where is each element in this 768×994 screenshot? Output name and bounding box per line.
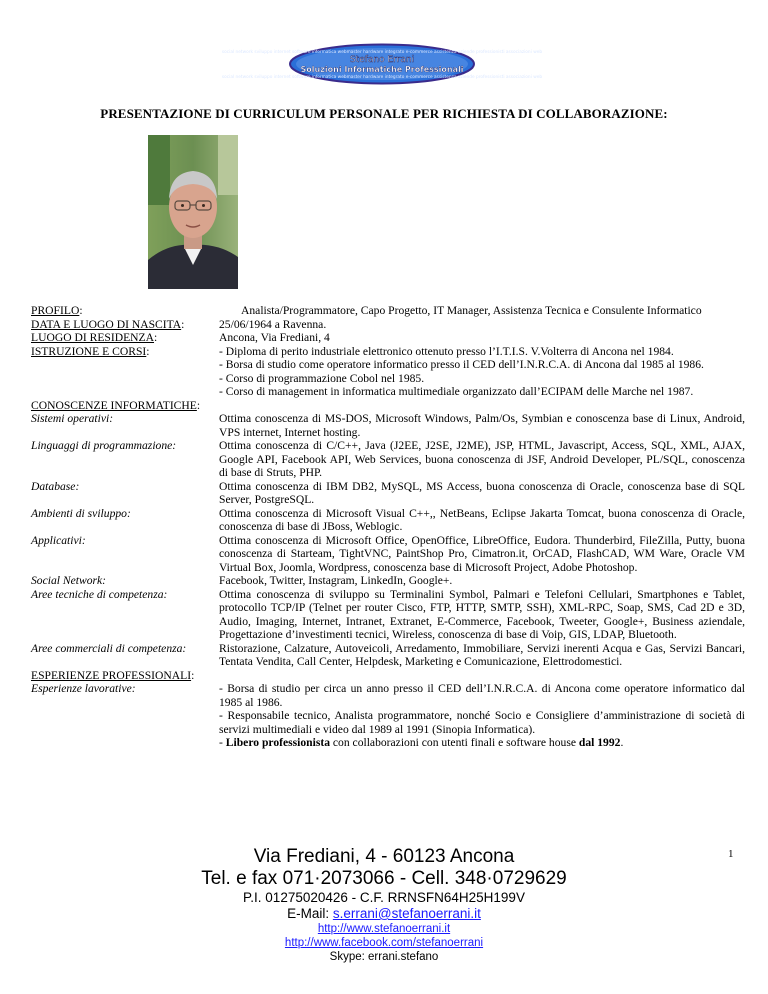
residence-row: LUOGO DI RESIDENZA: Ancona, Via Frediani, 4 xyxy=(31,331,745,345)
os-row: Sistemi operativi: Ottima conoscenza di MS-DOS, Microsoft Windows, Palm/Os, Symbian e conoscenza base di Linux, Android, VPS internet, Internet hosting. xyxy=(31,412,745,439)
database-label: Database: xyxy=(31,479,80,493)
footer-email-line: E-Mail: s.errani@stefanoerrani.it xyxy=(287,906,481,921)
footer-address: Via Frediani, 4 - 60123 Ancona xyxy=(253,846,515,867)
skills-heading: CONOSCENZE INFORMATICHE: xyxy=(31,398,201,412)
languages-label: Linguaggi di programmazione xyxy=(31,439,173,452)
education-item: - Borsa di studio come operatore informatico presso il CED dell’I.N.R.C.A. di Ancona dal 1985 al 1986. xyxy=(219,358,704,371)
profile-row: PROFILO: Analista/Programmatore, Capo Progetto, IT Manager, Assistenza Tecnica e Consulente Informatico xyxy=(31,304,745,318)
logo-background-words: social network sviluppo internet software informatica webmaster hardware integrato e-commerce assistenza aziende professionisti associazioni web xyxy=(221,50,543,55)
applications-label: Applicativi xyxy=(31,533,82,547)
technical-areas-row: Aree tecniche di competenza: Ottima conoscenza di sviluppo su Terminalini Symbol, Palmari e Telefoni Cellulari, Smartphones e Tablet, protocollo TCP/IP (Telnet per router Cisco, FTP, HTTP, SMTP, SSH), XML-RPC, Soap, SMS, Cad 2D e 3D, Audio, Imaging, Internet, Intranet, Extranet, E-Commerce, Facebook, Tweeter, Google+, Business aziendale, Progettazione d’investimenti tecnici, Wireless, conoscenza di base di Voip, GIS, LDAP, Bluetooth. xyxy=(31,587,745,641)
footer-phone: Tel. e fax 071·2073066 - Cell. 348·0729629 xyxy=(201,868,567,889)
website-link[interactable]: http://www.stefanoerrani.it xyxy=(317,923,451,935)
work-experience-label: Esperienze lavorative xyxy=(31,682,132,695)
email-link[interactable]: s.errani@stefanoerrani.it xyxy=(332,906,481,921)
profile-label: PROFILO xyxy=(31,304,80,317)
commercial-areas-label: Aree commerciali di competenza xyxy=(31,641,183,655)
os-label: Sistemi operativi xyxy=(31,412,110,425)
applications-value: Ottima conoscenza di Microsoft Office, OpenOffice, LibreOffice, Eudora. Thunderbird, FileZilla, Putty, buona conoscenza di Starteam, TightVNC, PaintShop Pro, Cimatron.it, OrCAD, FlashCAD, WM Ware, Oracle VM Virtual Box, Joomla, Wordpress, conoscenza base di Microsoft Project, Adobe Photoshop. xyxy=(219,533,745,574)
birth-label: DATA E LUOGO DI NASCITA xyxy=(31,317,182,331)
page-number: 1 xyxy=(728,848,734,860)
technical-areas-value: Ottima conoscenza di sviluppo su Terminalini Symbol, Palmari e Telefoni Cellulari, Smartphones e Tablet, protocollo TCP/IP (Telnet per router Cisco, FTP, HTTP, SMTP, SSH), XML-RPC, Soap, SMS, Cad 2D e 3D, Audio, Imaging, Internet, Intranet, Extranet, E-Commerce, Facebook, Tweeter, Google+, Business aziendale, Progettazione d’investimenti tecnici, Wireless, conoscenza di base di Voip, GIS, LDAP, Bluetooth. xyxy=(219,587,745,641)
social-label: Social Network xyxy=(31,574,103,587)
languages-row: Linguaggi di programmazione: Ottima conoscenza di C/C++, Java (J2EE, J2SE, J2ME), JSP, HTML, Javascript, Access, SQL, XML, AJAX, Google API, Facebook API, Web Services, buona conoscenza di JSF, Android Developer, PL/SQL, conoscenza di base di Struts, PHP. xyxy=(31,439,745,479)
database-value: Ottima conoscenza di IBM DB2, MySQL, MS Access, buona conoscenza di Oracle, conoscenza base di SQL Server, PostgreSQL. xyxy=(219,479,745,506)
logo-name: Stefano Errani xyxy=(349,55,415,65)
footer-skype: Skype: errani.stefano xyxy=(329,951,439,963)
experience-item: - Responsabile tecnico, Analista programmatore, nonché Socio e Consigliere d’amministrazione di società di servizi multimediali e video dal 1989 al 1991 (Sinopia Informatica). xyxy=(219,709,745,736)
languages-value: Ottima conoscenza di C/C++, Java (J2EE, J2SE, J2ME), JSP, HTML, Javascript, Access, SQL, XML, AJAX, Google API, Facebook API, Web Services, buona conoscenza di JSF, Android Developer, PL/SQL, conoscenza di base di Struts, PHP. xyxy=(219,439,745,479)
residence-label: LUOGO DI RESIDENZA xyxy=(31,331,155,344)
footer xyxy=(0,846,768,964)
facebook-link[interactable]: http://www.facebook.com/stefanoerrani xyxy=(284,937,484,949)
database-row xyxy=(31,480,745,507)
experience-item: - Borsa di studio per circa un anno presso il CED dell’I.N.R.C.A. di Ancona come operatore informatico dal 1985 al 1986. xyxy=(219,682,745,709)
ide-row: Ambienti di sviluppo: Ottima conoscenza di Microsoft Visual C++,, NetBeans, Eclipse Jakarta Tomcat, buona conoscenza di Oracle, conoscenza di base di JBoss, Weblogic. xyxy=(31,506,745,533)
company-logo xyxy=(221,43,543,85)
work-experience-list xyxy=(219,682,745,750)
portrait-photo xyxy=(148,135,238,289)
commercial-areas-row: Aree commerciali di competenza: Ristorazione, Calzature, Autoveicoli, Arredamento, Immobiliare, Servizi inerenti Acqua e Gas, Servizi Bancari, Tentata Vendita, Call Center, Helpdesk, Marketing e Comunicazione, Elettrodomestici. xyxy=(31,641,745,668)
profile-value: Analista/Programmatore, Capo Progetto, IT Manager, Assistenza Tecnica e Consulente Informatico xyxy=(241,304,702,317)
os-value: Ottima conoscenza di MS-DOS, Microsoft Windows, Palm/Os, Symbian e conoscenza base di Linux, Android, VPS internet, Internet hosting. xyxy=(219,412,745,439)
birth-value: 25/06/1964 a Ravenna. xyxy=(219,317,327,331)
social-value: Facebook, Twitter, Instagram, LinkedIn, Google+. xyxy=(219,574,453,587)
page-title: PRESENTAZIONE DI CURRICULUM PERSONALE PER RICHIESTA DI COLLABORAZIONE: xyxy=(100,106,668,121)
education-item: - Corso di programmazione Cobol nel 1985. xyxy=(219,371,425,385)
logo-background-words-bottom: social network sviluppo internet software informatica webmaster hardware integrato e-commerce assistenza aziende professionisti associazioni web xyxy=(221,75,543,80)
social-row: Social Network: Facebook, Twitter, Instagram, LinkedIn, Google+. xyxy=(31,574,745,588)
technical-areas-label: Aree tecniche di competenza xyxy=(31,587,164,601)
experience-item: - Libero professionista con collaborazioni con utenti finali e software house dal 1992. xyxy=(219,736,624,749)
education-row: ISTRUZIONE E CORSI: - Diploma di perito industriale elettronico ottenuto presso l’I.T.I.S. V.Volterra di Ancona nel 1984. - Borsa di studio come operatore informatico presso il CED dell’I.N.R.C.A. di Ancona dal 1985 al 1986. - Corso di programmazione Cobol nel 1985. - Corso di management in informatica multimediale organizzato dall’ECIPAM delle Marche nel 1987. xyxy=(31,345,745,399)
ide-label: Ambienti di sviluppo xyxy=(31,506,127,520)
residence-value: Ancona, Via Frediani, 4 xyxy=(219,331,330,344)
applications-row: Applicativi: Ottima conoscenza di Microsoft Office, OpenOffice, LibreOffice, Eudora. Thunderbird, FileZilla, Putty, buona conoscenza di Starteam, TightVNC, PaintShop Pro, Cimatron.it, OrCAD, FlashCAD, WM Ware, Oracle VM Virtual Box, Joomla, Wordpress, conoscenza base di Microsoft Project, Adobe Photoshop. xyxy=(31,533,745,574)
experience-heading: ESPERIENZE PROFESSIONALI: xyxy=(31,668,195,682)
education-label: ISTRUZIONE E CORSI xyxy=(31,344,147,358)
education-item: - Diploma di perito industriale elettronico ottenuto presso l’I.T.I.S. V.Volterra di Ancona nel 1984. xyxy=(219,344,674,358)
ide-value: Ottima conoscenza di Microsoft Visual C++,, NetBeans, Eclipse Jakarta Tomcat, buona conoscenza di Oracle, conoscenza di base di JBoss, Weblogic. xyxy=(219,506,745,533)
cv-content xyxy=(31,304,745,750)
birth-row: DATA E LUOGO DI NASCITA: 25/06/1964 a Ravenna. xyxy=(31,318,745,332)
education-list xyxy=(219,345,745,399)
education-item: - Corso di management in informatica multimediale organizzato dall’ECIPAM delle Marche nel 1987. xyxy=(219,385,694,398)
logo-tagline: Soluzioni Informatiche Professionali xyxy=(300,65,464,74)
commercial-areas-value: Ristorazione, Calzature, Autoveicoli, Arredamento, Immobiliare, Servizi inerenti Acqua e Gas, Servizi Bancari, Tentata Vendita, Call Center, Helpdesk, Marketing e Comunicazione, Elettrodomestici. xyxy=(219,641,745,668)
work-experience-row: Esperienze lavorative: - Borsa di studio per circa un anno presso il CED dell’I.N.R.C.A. di Ancona come operatore informatico dal 1985 al 1986. - Responsabile tecnico, Analista programmatore, nonché Socio e Consigliere d’amministrazione di società di servizi multimediali e video dal 1989 al 1991 (Sinopia Informatica). - Libero professionista con collaborazioni con utenti finali e software house dal 1992. xyxy=(31,682,745,749)
footer-tax-ids: P.I. 01275020426 - C.F. RRNSFN64H25H199V xyxy=(243,890,525,905)
